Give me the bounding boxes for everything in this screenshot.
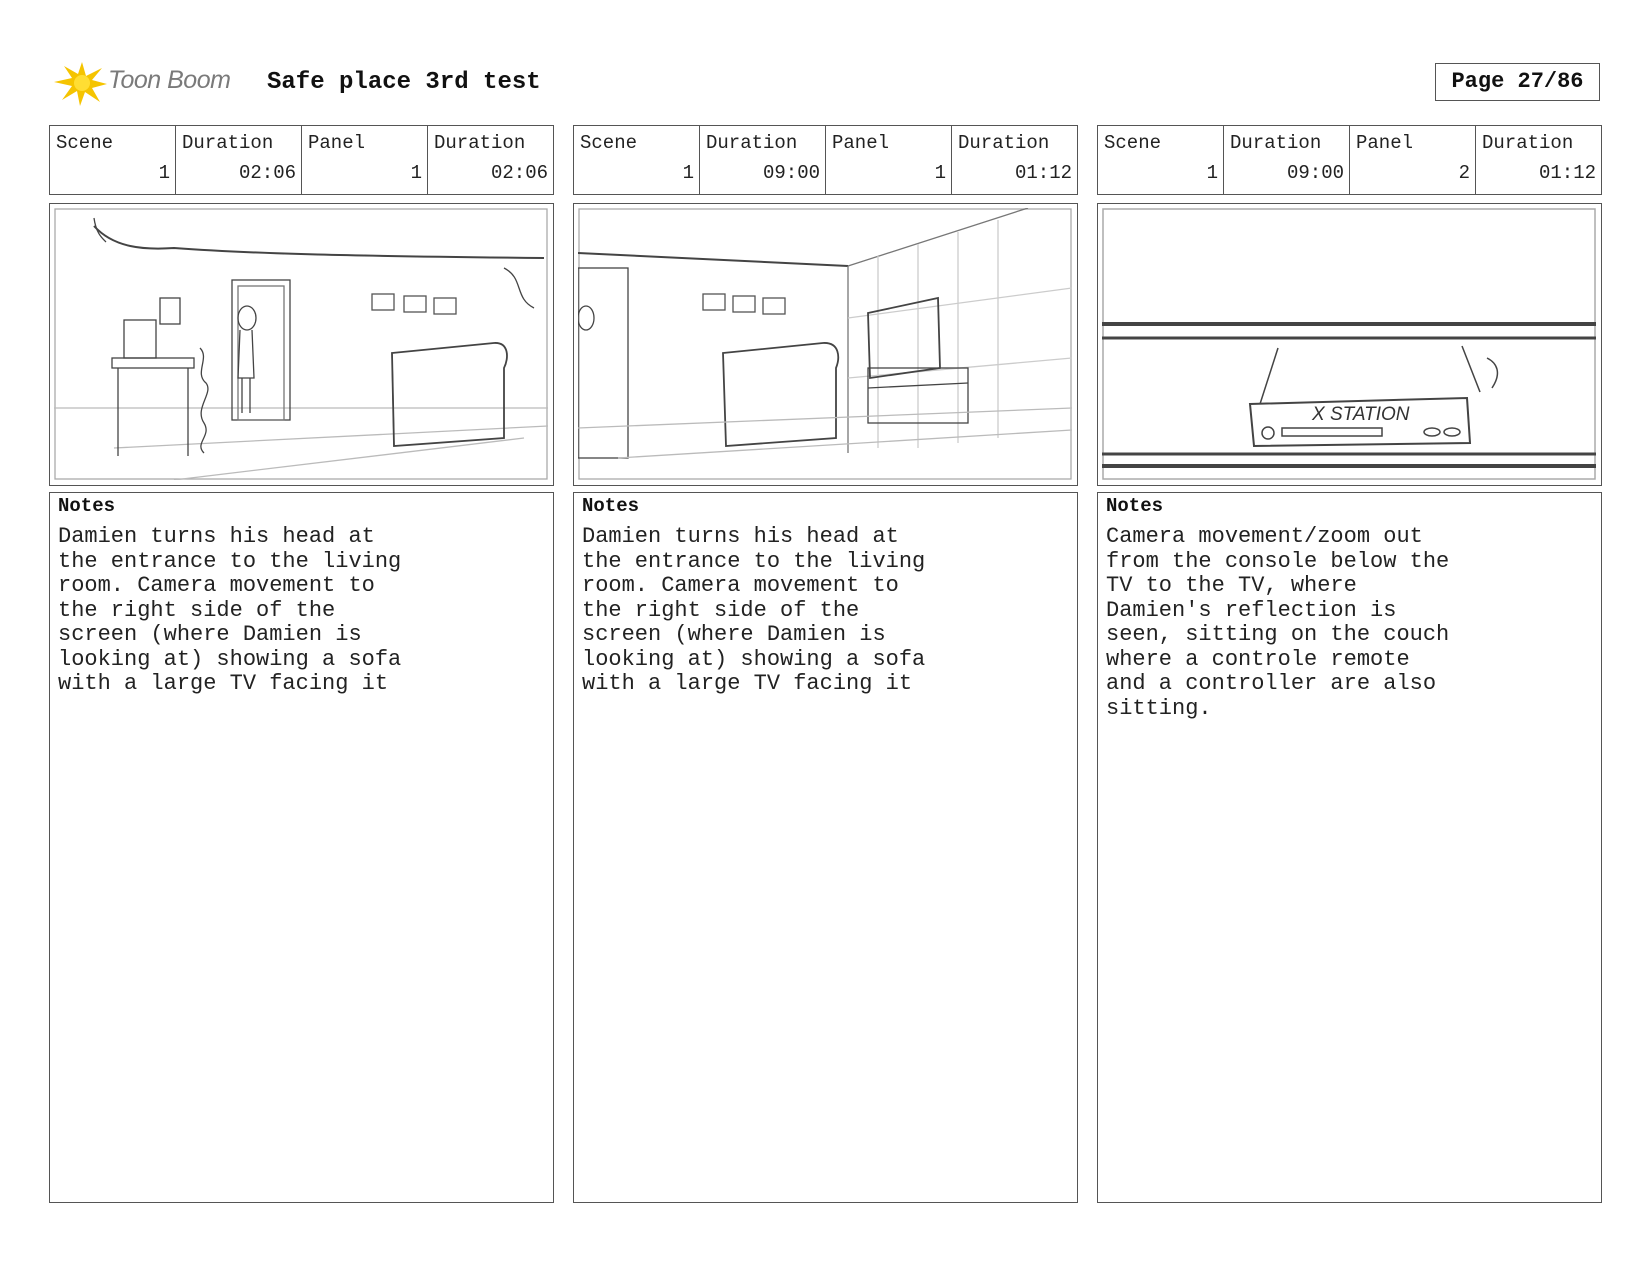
scene-value: 1 — [1206, 162, 1218, 184]
scene-duration-label: Duration — [706, 132, 798, 154]
notes-text: Camera movement/zoom out from the console below the TV to the TV, where Damien's reflection is seen, sitting on the couch where a controle remote and a controller are also sitting. — [1106, 524, 1450, 721]
notes-label: Notes — [58, 495, 116, 517]
notes-label: Notes — [582, 495, 640, 517]
panel-duration-value: 02:06 — [490, 162, 548, 184]
panel-duration-label: Duration — [434, 132, 526, 154]
panel-drawing-frame — [573, 203, 1078, 486]
panel-info-bar — [1097, 125, 1602, 195]
scene-cell — [574, 126, 700, 194]
panel-cell — [302, 126, 428, 194]
panel-duration-value: 01:12 — [1014, 162, 1072, 184]
scene-duration-label: Duration — [182, 132, 274, 154]
page-number: Page 27/86 — [1435, 63, 1600, 101]
notes-text: Damien turns his head at the entrance to the living room. Camera movement to the right side of the screen (where Damien is looking at) showing a sofa with a large TV facing it — [582, 524, 926, 696]
logo-text: Toon Boom — [108, 66, 231, 94]
scene-cell — [1098, 126, 1224, 194]
panel-duration-cell — [952, 126, 1077, 194]
panel-drawing-frame — [1097, 203, 1602, 486]
scene-duration-value: 02:06 — [238, 162, 296, 184]
notes-text: Damien turns his head at the entrance to the living room. Camera movement to the right side of the screen (where Damien is looking at) showing a sofa with a large TV facing it — [58, 524, 402, 696]
scene-duration-cell — [176, 126, 302, 194]
scene-duration-cell — [700, 126, 826, 194]
console-label: X STATION — [1312, 404, 1410, 425]
panel-duration-cell — [1476, 126, 1601, 194]
scene-duration-cell — [1224, 126, 1350, 194]
panel-info-bar — [49, 125, 554, 195]
panel-value: 1 — [934, 162, 946, 184]
scene-duration-label: Duration — [1230, 132, 1322, 154]
panel-duration-label: Duration — [1482, 132, 1574, 154]
console-sketch — [1102, 208, 1596, 480]
toon-boom-logo — [52, 58, 252, 108]
panel-label: Panel — [832, 132, 890, 154]
scene-label: Scene — [56, 132, 114, 154]
panel-info-bar — [573, 125, 1078, 195]
panel-duration-cell — [428, 126, 553, 194]
notes-box — [573, 492, 1078, 1203]
starburst-icon — [52, 58, 108, 108]
panel-duration-value: 01:12 — [1538, 162, 1596, 184]
scene-duration-value: 09:00 — [762, 162, 820, 184]
scene-value: 1 — [682, 162, 694, 184]
living-room-sketch — [578, 208, 1072, 480]
panel-drawing-frame — [49, 203, 554, 486]
notes-box — [1097, 492, 1602, 1203]
notes-box — [49, 492, 554, 1203]
notes-label: Notes — [1106, 495, 1164, 517]
scene-value: 1 — [158, 162, 170, 184]
page-header — [52, 58, 1602, 108]
living-room-sketch — [54, 208, 548, 480]
scene-cell — [50, 126, 176, 194]
scene-label: Scene — [1104, 132, 1162, 154]
panel-value: 1 — [410, 162, 422, 184]
panel-value: 2 — [1458, 162, 1470, 184]
scene-label: Scene — [580, 132, 638, 154]
panel-cell — [1350, 126, 1476, 194]
panel-label: Panel — [308, 132, 366, 154]
page-title: Safe place 3rd test — [267, 69, 541, 96]
panel-duration-label: Duration — [958, 132, 1050, 154]
panel-label: Panel — [1356, 132, 1414, 154]
scene-duration-value: 09:00 — [1286, 162, 1344, 184]
panel-cell — [826, 126, 952, 194]
